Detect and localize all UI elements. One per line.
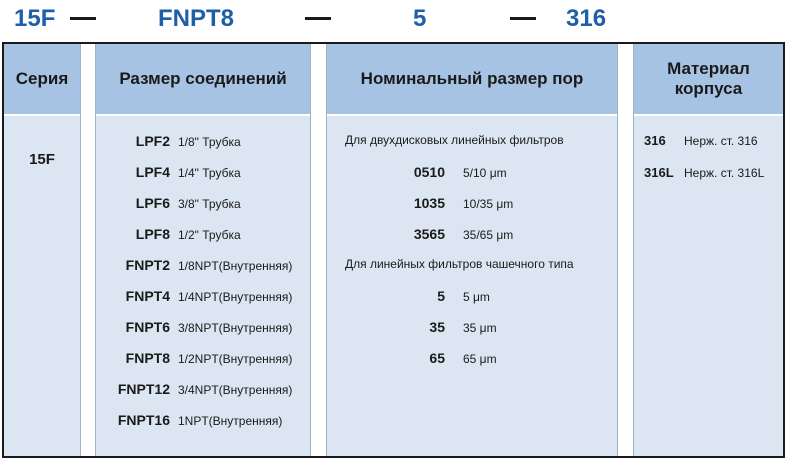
connection-desc: 3/8NPT(Внутренняя) <box>178 321 293 335</box>
connection-header: Размер соединений <box>96 44 310 116</box>
pore-column <box>327 44 617 456</box>
pore-header: Номинальный размер пор <box>327 44 617 116</box>
connection-row <box>104 409 282 431</box>
connection-desc: 1/2" Трубка <box>178 228 241 242</box>
separator-dash <box>70 17 96 20</box>
connection-row <box>104 378 292 400</box>
connection-desc: 3/4NPT(Внутренняя) <box>178 383 293 397</box>
connection-code: FNPT4 <box>125 288 170 304</box>
material-column <box>634 44 783 456</box>
pore-code: 3565 <box>413 226 445 242</box>
pore-row <box>345 223 513 245</box>
connection-code: FNPT12 <box>117 381 170 397</box>
part-code-series: 15F <box>14 5 56 32</box>
connection-code: LPF8 <box>135 226 170 242</box>
pore-code: 1035 <box>413 195 445 211</box>
pore-code: 5 <box>437 288 445 304</box>
connection-code: LPF6 <box>135 195 170 211</box>
material-desc: Нерж. ст. 316L <box>684 166 765 180</box>
connection-desc: 1NPT(Внутренняя) <box>178 414 283 428</box>
connection-row <box>104 316 292 338</box>
connection-desc: 1/4NPT(Внутренняя) <box>178 290 293 304</box>
series-header: Серия <box>4 44 80 116</box>
pore-desc: 65 μm <box>463 352 497 366</box>
series-value: 15F <box>29 151 55 168</box>
connection-code: LPF2 <box>135 133 170 149</box>
pore-desc: 10/35 μm <box>463 197 514 211</box>
pore-row <box>345 161 507 183</box>
pore-desc: 5 μm <box>463 290 490 304</box>
material-code: 316 <box>644 133 666 148</box>
connection-row <box>104 347 292 369</box>
pore-desc: 35 μm <box>463 321 497 335</box>
connection-code: FNPT8 <box>125 350 170 366</box>
pore-group-note: Для двухдисковых линейных фильтров <box>345 133 564 147</box>
connection-desc: 1/8NPT(Внутренняя) <box>178 259 293 273</box>
connection-row <box>104 285 292 307</box>
part-code-header <box>0 0 789 40</box>
material-desc: Нерж. ст. 316 <box>684 134 758 148</box>
column-divider <box>617 44 618 456</box>
connection-column <box>96 44 310 456</box>
material-row <box>644 130 758 152</box>
connection-desc: 3/8" Трубка <box>178 197 241 211</box>
connection-row <box>104 192 241 214</box>
series-column <box>4 44 80 456</box>
separator-dash <box>510 17 536 20</box>
pore-code: 0510 <box>413 164 445 180</box>
pore-body <box>327 116 617 456</box>
pore-row <box>345 316 497 338</box>
connection-code: FNPT2 <box>125 257 170 273</box>
series-body <box>4 116 80 456</box>
connection-body <box>96 116 310 456</box>
part-code-connection: FNPT8 <box>158 5 235 32</box>
pore-row <box>345 192 513 214</box>
connection-row <box>104 161 241 183</box>
connection-code: LPF4 <box>135 164 170 180</box>
material-code: 316L <box>644 165 674 180</box>
pore-desc: 5/10 μm <box>463 166 507 180</box>
connection-code: FNPT6 <box>125 319 170 335</box>
part-code-pore: 5 <box>413 5 427 32</box>
material-row <box>644 162 764 184</box>
connection-row <box>104 223 241 245</box>
pore-row <box>345 347 497 369</box>
connection-desc: 1/4" Трубка <box>178 166 241 180</box>
material-body <box>634 116 783 456</box>
pore-code: 65 <box>429 350 445 366</box>
connection-row <box>104 254 292 276</box>
pore-row <box>345 285 490 307</box>
pore-code: 35 <box>429 319 445 335</box>
part-code-material: 316 <box>566 5 607 32</box>
connection-code: FNPT16 <box>117 412 170 428</box>
material-header: Материал корпуса <box>634 44 783 116</box>
connection-desc: 1/8" Трубка <box>178 135 241 149</box>
column-divider <box>80 44 81 456</box>
pore-group-note: Для линейных фильтров чашечного типа <box>345 257 574 271</box>
connection-desc: 1/2NPT(Внутренняя) <box>178 352 293 366</box>
column-divider <box>310 44 311 456</box>
connection-row <box>104 130 241 152</box>
ordering-table <box>2 42 785 458</box>
pore-desc: 35/65 μm <box>463 228 514 242</box>
separator-dash <box>305 17 331 20</box>
